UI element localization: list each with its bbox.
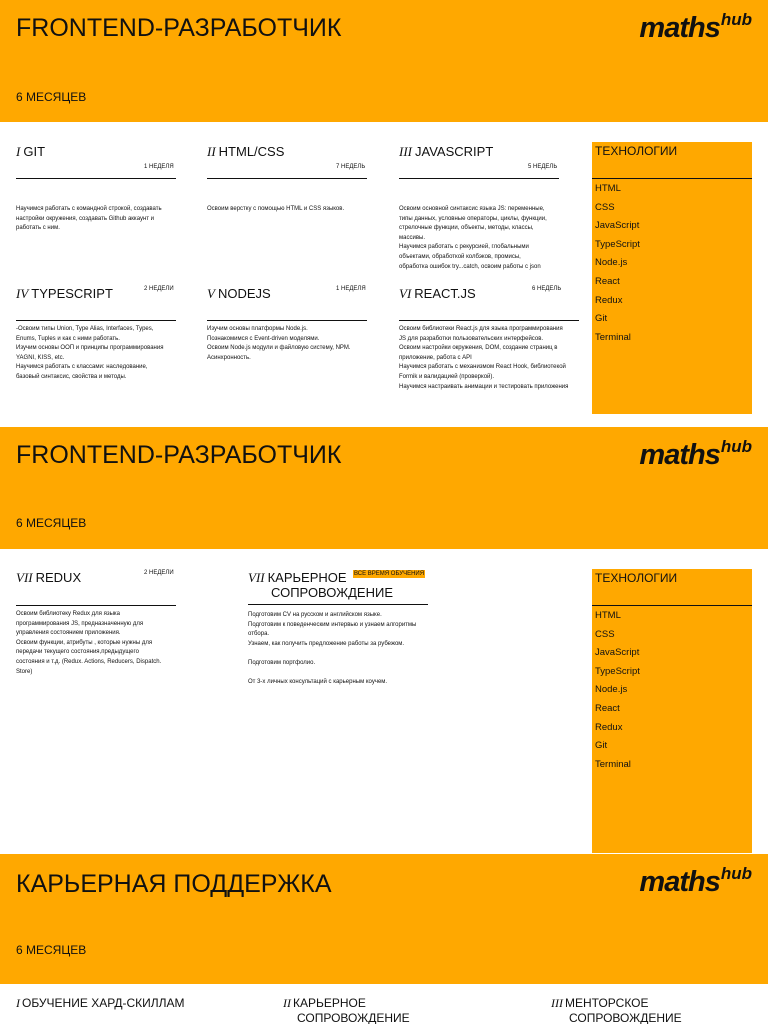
tech-item: Node.js [595, 684, 628, 696]
page1-title: FRONTEND-РАЗРАБОТЧИК [16, 14, 342, 42]
module-divider [16, 178, 176, 179]
tech-item: JavaScript [595, 220, 640, 232]
item-number: I [16, 996, 20, 1010]
career-item-career-support [283, 996, 410, 1024]
tech-item: JavaScript [595, 647, 640, 659]
module-duration: 2 НЕДЕЛИ [144, 286, 174, 292]
module-name: REACT.JS [414, 286, 476, 301]
logo-main: maths [639, 866, 720, 898]
tech-item: Git [595, 740, 608, 752]
technologies-title: ТЕХНОЛОГИИ [595, 571, 678, 585]
tech-item: TypeScript [595, 665, 640, 677]
logo-sup: hub [720, 437, 752, 456]
module-name: REDUX [35, 570, 82, 585]
item-number: III [551, 996, 563, 1010]
module-description: Научимся работать с командной строкой, создавать настройки окружения, создавать Github аккаунт и работать с ним. [16, 206, 162, 232]
technologies-panel [592, 569, 752, 853]
module-name: NODEJS [217, 286, 271, 301]
mathshub-logo [639, 439, 752, 472]
tech-item: Node.js [595, 257, 628, 269]
module-number: V [207, 286, 215, 301]
module-duration: 1 НЕДЕЛЯ [144, 164, 174, 170]
page1-body [0, 122, 768, 427]
tech-item: CSS [595, 628, 615, 640]
module-description: Освоим верстку с помощью HTML и CSS языков. [207, 206, 345, 212]
tech-item: CSS [595, 201, 615, 213]
module-duration: 2 НЕДЕЛИ [144, 570, 174, 576]
tech-item: HTML [595, 610, 621, 621]
module-name: GIT [23, 144, 46, 159]
module-number: II [207, 144, 216, 159]
module-name-line2: СОПРОВОЖДЕНИЕ [271, 585, 394, 600]
module-number: VI [399, 286, 412, 301]
page2-body [0, 549, 768, 854]
module-number: VII [248, 570, 265, 585]
module-divider [16, 320, 176, 321]
tech-item: Terminal [595, 758, 631, 770]
module-name: JAVASCRIPT [415, 144, 494, 159]
technologies-panel [592, 142, 752, 414]
tech-item: Git [595, 313, 608, 325]
module-description: Освоим библиотеки React.js для языка программирования JS для разработки пользовательских интерфейсов. Освоим настройки окружения, DOM, создание страниц в приложение, работа с API Научимся работать с механизмом React Hook, библиотекой Formik и валидацией (проверкой). Научимся настраивать анимации и тестировать приложения [399, 326, 569, 390]
item-label-line2: СОПРОВОЖДЕНИЕ [297, 1011, 410, 1024]
module-number: VII [16, 570, 33, 585]
module-number: I [16, 144, 21, 159]
module-name: TYPESCRIPT [31, 286, 113, 301]
module-description: -Освоим типы Union, Type Alias, Interfaces, Types, Enums, Tuples и как с ними работать. Изучим основы ООП и принципы программирования YAGNI, KISS, etc. Научимся работать с классами: наследование, базовый синтаксис, свойства и методы. [16, 326, 164, 380]
page3-duration: 6 МЕСЯЦЕВ [16, 943, 87, 957]
duration-badge: ВСЕ ВРЕМЯ ОБУЧЕНИЯ [354, 571, 425, 577]
item-label: МЕНТОРСКОЕ [565, 996, 649, 1010]
page2-duration: 6 МЕСЯЦЕВ [16, 516, 87, 530]
career-item-mentoring [551, 996, 682, 1024]
technologies-title: ТЕХНОЛОГИИ [595, 144, 678, 158]
tech-item: Terminal [595, 331, 631, 343]
tech-item: React [595, 275, 620, 287]
mathshub-logo [639, 866, 752, 899]
page3-title: КАРЬЕРНАЯ ПОДДЕРЖКА [16, 870, 332, 898]
module-divider [399, 178, 559, 179]
technologies-divider [592, 178, 752, 179]
module-number: IV [16, 286, 29, 301]
module-description: Изучим основы платформы Node.js. Познакомимся с Event-driven моделями. Освоим Node.js модули и файловую систему, NPM. Асинхронность. [207, 326, 351, 361]
module-duration: 5 НЕДЕЛЬ [528, 164, 558, 170]
tech-item: React [595, 702, 620, 714]
technologies-list [595, 184, 640, 351]
module-number: III [399, 144, 412, 159]
tech-item: Redux [595, 721, 623, 733]
module-description: Освоим основной синтаксис языка JS: переменные, типы данных, условные операторы, циклы, функции, стрелочные функции, объекты, методы, классы, массивы. Научимся работать с рекурсией, глобальными объектами, обработкой колбэков, промисы, обработка ошибок try...catch, освоим работы с json [399, 206, 547, 270]
page1-duration: 6 МЕСЯЦЕВ [16, 90, 87, 104]
page1-header [0, 0, 768, 122]
logo-main: maths [639, 439, 720, 471]
mathshub-logo [639, 12, 752, 45]
module-divider [248, 604, 428, 605]
module-description: Освоим библиотеку Redux для языка программирования JS, предназначенную для управления состоянием приложения. Освоим функции, атрибуты , которые нужны для передачи текущего состояния,предыдущего состояния и т.д. (Redux. Actions, Reducers, Dispatch. Store) [16, 611, 162, 675]
item-label-line2: СОПРОВОЖДЕНИЕ [569, 1011, 682, 1024]
module-divider [399, 320, 579, 321]
module-description: Подготовим CV на русском и английском языке. Подготовим к поведенческим интервью и узнаем алгоритмы отбора. Узнаем, как получить предложение работы за рубежом. Подготовим портфолио. От 3-х личных консультаций с карьерным коучем. [248, 612, 417, 686]
module-divider [207, 178, 367, 179]
tech-item: TypeScript [595, 238, 640, 250]
technologies-list [595, 611, 640, 778]
logo-sup: hub [720, 864, 752, 883]
logo-sup: hub [720, 10, 752, 29]
module-duration: 1 НЕДЕЛЯ [336, 286, 366, 292]
tech-item: Redux [595, 294, 623, 306]
page2-header [0, 427, 768, 549]
logo-main: maths [639, 12, 720, 44]
page3-header [0, 854, 768, 984]
module-duration: 6 НЕДЕЛЬ [532, 286, 562, 292]
career-item-hard-skills [16, 996, 185, 1011]
module-divider [16, 605, 176, 606]
page3-body [0, 984, 768, 1024]
item-label: КАРЬЕРНОЕ [293, 996, 366, 1010]
module-duration: 7 НЕДЕЛЬ [336, 164, 366, 170]
tech-item: HTML [595, 183, 621, 194]
page2-title: FRONTEND-РАЗРАБОТЧИК [16, 441, 342, 469]
item-label: ОБУЧЕНИЕ ХАРД-СКИЛЛАМ [22, 996, 185, 1010]
module-divider [207, 320, 367, 321]
item-number: II [283, 996, 291, 1010]
technologies-divider [592, 605, 752, 606]
module-name: КАРЬЕРНОЕ [267, 570, 347, 585]
module-name: HTML/CSS [218, 144, 285, 159]
